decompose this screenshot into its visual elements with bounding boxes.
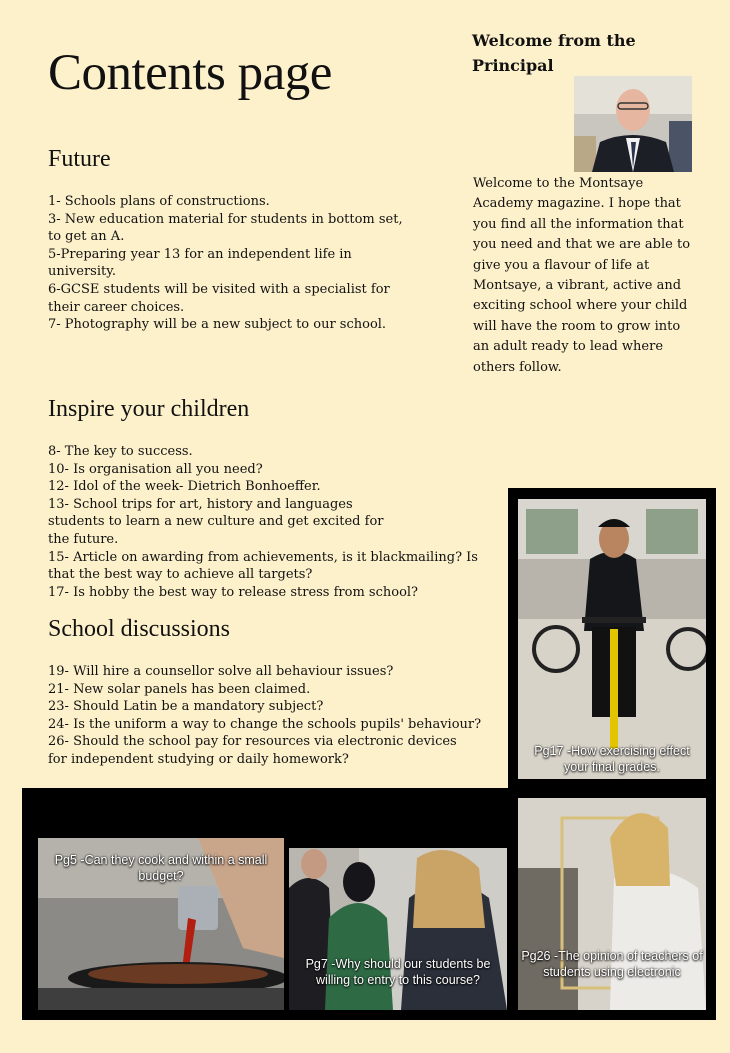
course-caption: Pg7 -Why should our students be willing to entry to this course? [305, 957, 491, 987]
teachers-photo [518, 798, 706, 1010]
list-item: 23- Should Latin be a mandatory subject? [48, 699, 324, 715]
list-item: 12- Idol of the week- Dietrich Bonhoeffer. [48, 479, 321, 495]
exercise-photo [518, 499, 706, 779]
section-heading-discussions: School discussions [48, 616, 231, 642]
exercise-caption: Pg17 -How exercising effect your final grades. [534, 744, 690, 774]
page-title: Contents page [48, 45, 332, 101]
welcome-text: Welcome to the Montsaye Academy magazine. I hope that you find all the information that you need and that we are able to give you a flavour of life at Montsaye, a vibrant, active and exciting school where your child will have the room to grow into an adult ready to lead where others follow. [473, 176, 691, 375]
list-item: 5-Preparing year 13 for an independent life in university. [48, 246, 352, 280]
list-item: 7- Photography will be a new subject to our school. [48, 317, 387, 333]
cooking-caption: Pg5 -Can they cook and within a small budget? [54, 853, 268, 883]
list-item: 3- New education material for students in bottom set, to get an A. [48, 211, 403, 245]
list-item: 26- Should the school pay for resources via electronic devices for independent studying or daily homework? [48, 734, 457, 767]
exercise-photo-frame [508, 488, 716, 788]
list-item: 1- Schools plans of constructions. [48, 194, 270, 209]
cooking-photo [38, 838, 284, 1010]
list-item: 19- Will hire a counsellor solve all behaviour issues? [48, 664, 394, 679]
list-item: 10- Is organisation all you need? [48, 461, 263, 477]
teachers-caption: Pg26 -The opinion of teachers of students using electronic [521, 949, 703, 979]
future-list [48, 193, 408, 334]
welcome-title: Welcome from the Principal [472, 31, 636, 75]
section-heading-future: Future [48, 146, 111, 172]
list-item: 15- Article on awarding from achievements, is it blackmailing? Is that the best way to achieve all targets? [48, 549, 478, 583]
list-item: 13- School trips for art, history and languages students to learn a new culture and get excited for the future. [48, 496, 384, 547]
principal-photo [574, 76, 692, 172]
inspire-list [48, 443, 498, 601]
discussions-list [48, 663, 508, 769]
exercise-bike-image-icon [518, 499, 706, 779]
course-photo [289, 848, 507, 1010]
list-item: 17- Is hobby the best way to release stress from school? [48, 584, 419, 600]
principal-portrait-icon [574, 76, 692, 172]
section-heading-inspire: Inspire your children [48, 396, 250, 422]
list-item: 8- The key to success. [48, 444, 193, 459]
bottom-photo-frame [22, 788, 716, 1020]
list-item: 24- Is the uniform a way to change the schools pupils' behaviour? [48, 716, 482, 732]
list-item: 21- New solar panels has been claimed. [48, 681, 311, 697]
list-item: 6-GCSE students will be visited with a specialist for their career choices. [48, 281, 390, 315]
